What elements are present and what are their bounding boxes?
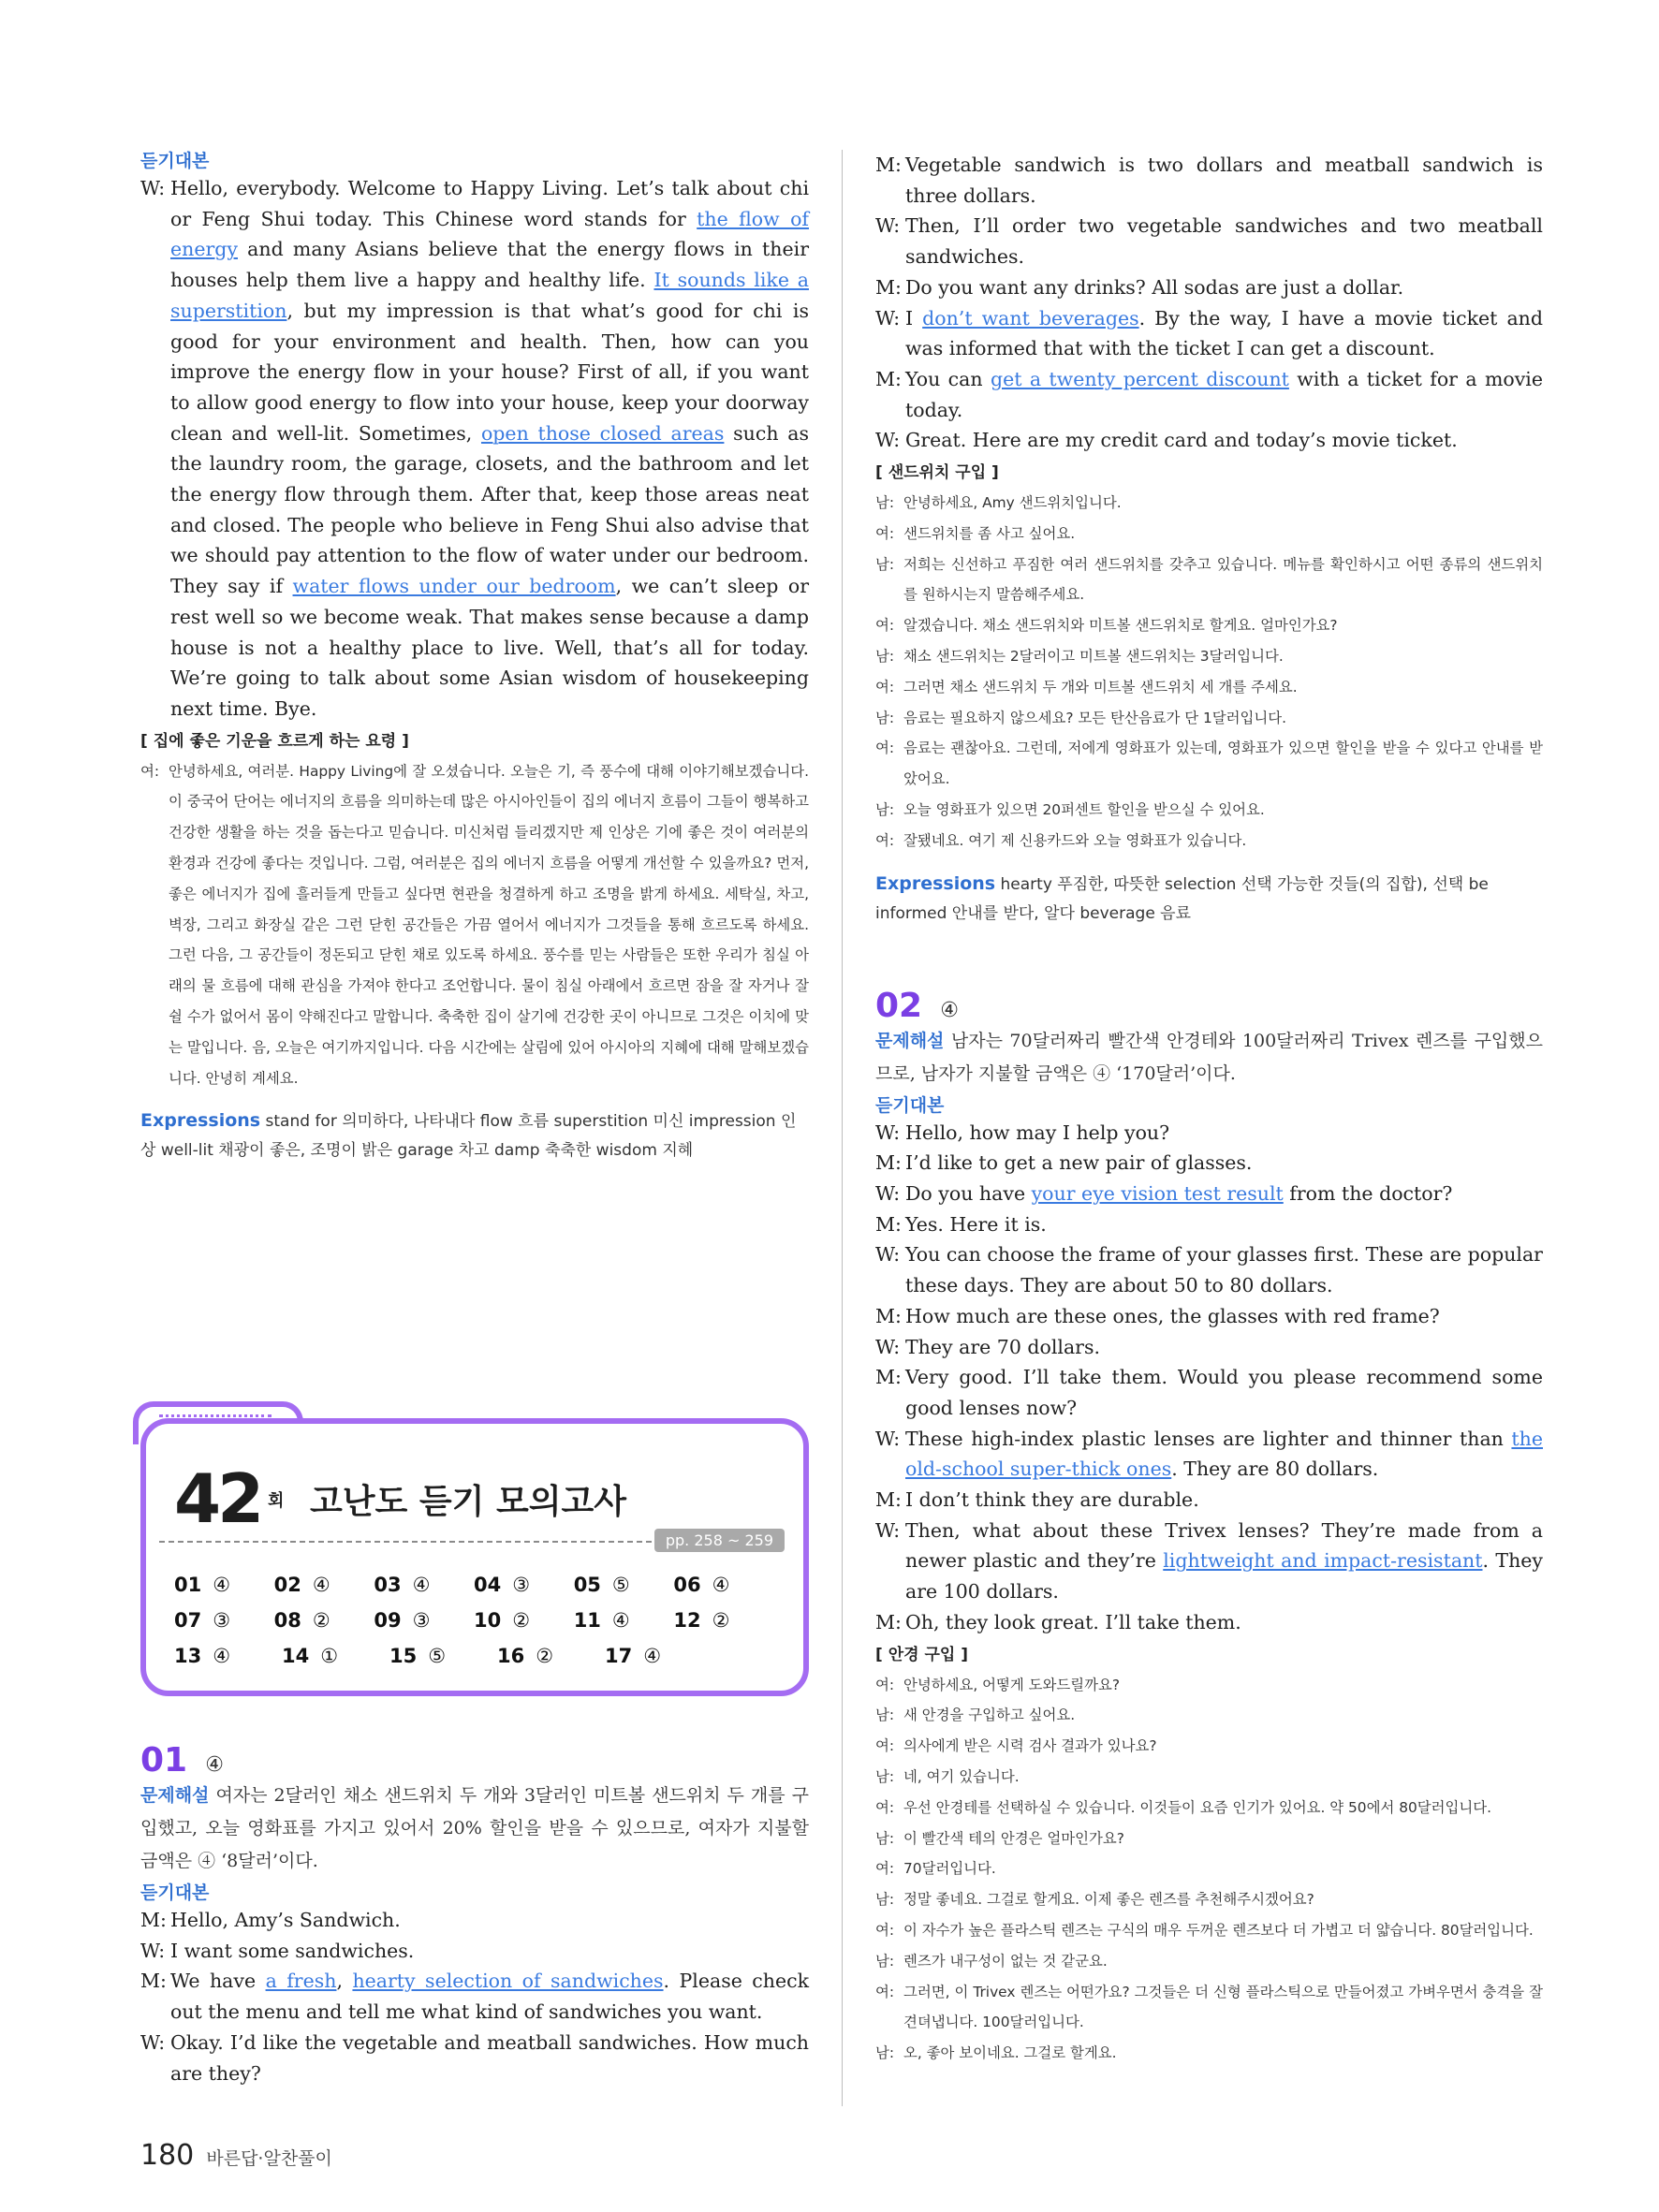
dialogue-line	[875, 1362, 1543, 1423]
expressions-label: Expressions	[140, 1110, 261, 1132]
dialogue-line	[875, 1424, 1543, 1485]
dialogue-line	[875, 364, 1543, 425]
dialogue-line	[875, 1516, 1543, 1607]
answer-question-number: 09	[374, 1609, 402, 1632]
exam-suffix: 회	[268, 1491, 285, 1511]
speaker: W:	[875, 1243, 901, 1267]
speaker: 여:	[875, 678, 895, 696]
book-title: 바른답·알찬풀이	[206, 2148, 332, 2169]
underlined-answer-phrase: lightweight and impact-resistant	[1163, 1549, 1483, 1573]
answer-question-number: 03	[374, 1574, 402, 1596]
answer-key-box	[140, 1418, 809, 1696]
speaker: 남:	[875, 709, 895, 726]
answer-question-number: 02	[273, 1574, 301, 1596]
explanation-label: 문제해설	[140, 1785, 210, 1806]
korean-line	[875, 733, 1543, 795]
speaker: M:	[875, 1151, 902, 1175]
q41-korean-header: [ 집에 좋은 기운을 흐르게 하는 요령 ]	[140, 731, 409, 751]
underlined-answer-phrase: open those closed areas	[480, 421, 725, 445]
question-number: 01	[140, 1741, 188, 1780]
q41-korean-text: 안녕하세요, 여러분. Happy Living에 잘 오셨습니다. 오늘은 기, 즉 풍수에 대해 이야기해보겠습니다. 이 중국어 단어는 에너지의 흐름을 의미하는데 많은 아시아인들이 집의 에너지 흐름이 그들이 행복하고 건강한 생활을 하는 것을 돕는다고 믿습니다. 미신처럼 들리겠지만 제 인상은 기에 좋은 것이 여러분의 환경과 건강에 좋다는 것입니다. 그럼, 여러분은 집의 에너지 흐름을 어떻게 개선할 수 있을까요? 먼저, 좋은 에너지가 집에 흘러들게 만들고 싶다면 현관을 청결하게 하고 조명을 밝게 하세요. 세탁실, 차고, 벽장, 그리고 화장실 같은 그런 닫힌 공간들은 가끔 열어서 에너지가 그것들을 통해 흐르도록 하세요. 그런 다음, 그 공간들이 정돈되고 닫힌 채로 있도록 하세요. 풍수를 믿는 사람들은 또한 우리가 침실 아래의 물 흐름에 대해 관심을 가져야 한다고 조언합니다. 물이 침실 아래에서 흐르면 잠을 잘 자거나 잘 쉴 수가 없어서 몸이 약해진다고 말합니다. 축축한 집이 살기에 건강한 곳이 아니므로 그것은 이치에 맞는 말입니다. 음, 오늘은 여기까지입니다. 다음 시간에는 살림에 있어 아시아의 지혜에 대해 말해보겠습니다. 안녕히 계세요.	[169, 762, 809, 1087]
q02-korean-translation	[875, 1670, 1543, 2069]
box-frame	[140, 1418, 809, 1696]
answer-question-number: 06	[673, 1574, 701, 1596]
korean-text: 저희는 신선하고 푸짐한 여러 샌드위치를 갖추고 있습니다. 메뉴를 확인하시고 어떤 종류의 샌드위치를 원하시는지 말씀해주세요.	[903, 555, 1543, 604]
korean-text: 70달러입니다.	[903, 1860, 996, 1878]
dialogue-text	[905, 150, 1543, 211]
dialogue-text	[905, 364, 1543, 425]
answer-question-number: 07	[174, 1609, 202, 1632]
dialogue-text	[905, 1424, 1543, 1485]
answer-choice: ②	[512, 1609, 531, 1632]
dialogue-segment: You can	[905, 367, 991, 390]
dialogue-text	[905, 1362, 1543, 1423]
dialogue-line	[875, 1485, 1543, 1516]
q01-korean-header: [ 샌드위치 구입 ]	[875, 463, 999, 483]
dialogue-segment: , we can’t sleep or rest well so we become weak. That makes sense because a damp house is not a healthy place to live. Well, that’s all for today. We’re going to talk about some Asian wisdom of housekeeping next time. Bye.	[170, 575, 809, 720]
question-number: 02	[875, 986, 923, 1025]
korean-line	[875, 826, 1543, 857]
answer-choice: ④	[213, 1574, 231, 1596]
korean-text: 오늘 영화표가 있으면 20퍼센트 할인을 받으실 수 있어요.	[903, 801, 1265, 818]
answer-choice: ⑤	[428, 1645, 447, 1667]
q41-expressions	[140, 1106, 809, 1165]
korean-line	[875, 795, 1543, 826]
answer-row	[174, 1574, 773, 1609]
dialogue-text	[905, 303, 1543, 364]
dialogue-segment: . They are 100 dollars.	[905, 1549, 1543, 1604]
dialogue-segment: Do you have	[905, 1182, 1032, 1205]
explanation-text: 남자는 70달러짜리 빨간색 안경테와 100달러짜리 Trivex 렌즈를 구입했으므로, 남자가 지불할 금액은 ④ ‘170달러’이다.	[875, 1030, 1543, 1084]
dialogue-line	[875, 1209, 1543, 1240]
q01-explanation	[140, 1780, 809, 1878]
korean-text: 채소 샌드위치는 2달러이고 미트볼 샌드위치는 3달러입니다.	[903, 648, 1284, 666]
answer-cell	[374, 1574, 474, 1609]
q02-heading	[875, 987, 1543, 1025]
q41-dialogue-line	[140, 173, 809, 725]
answer-question-number: 14	[282, 1645, 310, 1667]
speaker: M:	[875, 1304, 902, 1327]
dialogue-segment: and many Asians believe that the energy flows in their houses help them live a happy and healthy life.	[170, 238, 809, 292]
speaker: 여:	[875, 1860, 895, 1878]
underlined-answer-phrase: hearty selection of sandwiches	[352, 1970, 664, 1993]
column-divider	[842, 150, 843, 2106]
korean-line	[875, 1824, 1543, 1854]
korean-line	[875, 1700, 1543, 1731]
answer-row	[174, 1645, 773, 1680]
korean-text: 음료는 필요하지 않으세요? 모든 탄산음료가 단 1달러입니다.	[903, 709, 1287, 726]
speaker: M:	[875, 367, 902, 390]
dialogue-segment: These high-index plastic lenses are lighter and thinner than	[905, 1427, 1512, 1450]
korean-line	[875, 1853, 1543, 1884]
korean-line	[875, 641, 1543, 672]
speaker: 남:	[875, 1767, 895, 1785]
speaker: 여:	[875, 1676, 895, 1693]
q01-expressions	[875, 870, 1543, 929]
answer-cell	[474, 1609, 574, 1645]
answer-choice: ③	[412, 1609, 431, 1632]
answer-choice: ④	[643, 1645, 662, 1667]
page-number: 180	[140, 2139, 195, 2172]
speaker: M:	[875, 275, 902, 299]
underlined-answer-phrase: get a twenty percent discount	[990, 367, 1289, 390]
answer-choice: ⑤	[611, 1574, 630, 1596]
answer-choice: ③	[512, 1574, 531, 1596]
right-column	[875, 150, 1543, 2069]
dialogue-text	[170, 1966, 809, 2027]
dialogue-text	[905, 1332, 1543, 1363]
korean-text: 안녕하세요, 어떻게 도와드릴까요?	[903, 1676, 1120, 1693]
korean-line	[875, 703, 1543, 734]
korean-text: 음료는 괜찮아요. 그런데, 저에게 영화표가 있는데, 영화표가 있으면 할인을 받을 수 있다고 안내를 받았어요.	[903, 740, 1543, 788]
dialogue-text	[905, 1179, 1543, 1209]
script-label: 듣기대본	[140, 151, 210, 171]
answer-question-number: 15	[389, 1645, 418, 1667]
answer-choice: ④	[412, 1574, 431, 1596]
korean-line	[875, 1670, 1543, 1701]
dialogue-line	[875, 425, 1543, 456]
underlined-answer-phrase: the flow of energy	[170, 207, 809, 261]
dialogue-text	[905, 425, 1543, 456]
tab-dots	[159, 1414, 272, 1417]
dialogue-line	[875, 1332, 1543, 1363]
dialogue-text	[905, 1148, 1543, 1179]
answer-cell	[274, 1609, 374, 1645]
speaker: 여:	[875, 1983, 895, 2000]
speaker: W:	[140, 2030, 166, 2054]
dialogue-segment: Vegetable sandwich is two dollars and meatball sandwich is three dollars.	[905, 154, 1543, 207]
korean-text: 그러면, 이 Trivex 렌즈는 어떤가요? 그것들은 더 신형 플라스틱으로 만들어졌고 가벼우면서 충격을 잘 견뎌냅니다. 100달러입니다.	[903, 1983, 1543, 2031]
dialogue-line	[875, 303, 1543, 364]
dialogue-text	[905, 1209, 1543, 1240]
korean-text: 이 빨간색 테의 안경은 얼마인가요?	[903, 1829, 1124, 1847]
korean-text: 새 안경을 구입하고 싶어요.	[903, 1707, 1076, 1724]
underlined-answer-phrase: your eye vision test result	[1031, 1182, 1284, 1205]
speaker: M:	[875, 1212, 902, 1236]
korean-text: 그러면 채소 샌드위치 두 개와 미트볼 샌드위치 세 개를 주세요.	[903, 678, 1298, 696]
korean-text: 우선 안경테를 선택하실 수 있습니다. 이것들이 요즘 인기가 있어요. 약 50에서 80달러입니다.	[903, 1798, 1492, 1816]
dialogue-segment: Okay. I’d like the vegetable and meatball sandwiches. How much are they?	[170, 2030, 809, 2085]
q01-section	[140, 1741, 809, 2088]
answer-choice: ④	[712, 1574, 730, 1596]
speaker: 남:	[875, 1891, 895, 1909]
dialogue-segment: . They are 80 dollars.	[1171, 1458, 1379, 1481]
dialogue-text	[170, 2028, 809, 2088]
expressions-text: stand for 의미하다, 나타내다 flow 흐름 superstition 미신 impression 인상 well-lit 채광이 좋은, 조명이 밝은 garage 차고 damp 축축한 wisdom 지혜	[140, 1112, 797, 1161]
dialogue-segment: Yes. Here it is.	[905, 1212, 1047, 1236]
dialogue-segment: How much are these ones, the glasses with red frame?	[905, 1304, 1440, 1327]
answer-choice: ②	[536, 1645, 554, 1667]
answer-cell	[673, 1574, 773, 1609]
dialogue-segment: You can choose the frame of your glasses first. These are popular these days. They are about 50 to 80 dollars.	[905, 1243, 1543, 1297]
dialogue-segment: I don’t think they are durable.	[905, 1488, 1199, 1512]
answer-question-number: 10	[474, 1609, 502, 1632]
dialogue-segment: I’d like to get a new pair of glasses.	[905, 1151, 1253, 1175]
answer-question-number: 16	[497, 1645, 525, 1667]
korean-line	[875, 1731, 1543, 1762]
dialogue-segment: from the doctor?	[1283, 1182, 1453, 1205]
dialogue-line	[875, 150, 1543, 211]
dialogue-line	[875, 1607, 1543, 1638]
korean-line	[875, 488, 1543, 519]
speaker: 여:	[140, 762, 160, 780]
answer-cell	[174, 1645, 282, 1680]
answer-cell	[497, 1645, 605, 1680]
dialogue-line	[875, 272, 1543, 303]
dialogue-line	[875, 1148, 1543, 1179]
dialogue-segment: Very good. I’ll take them. Would you please recommend some good lenses now?	[905, 1366, 1543, 1419]
answer-choice: ③	[213, 1609, 231, 1632]
speaker: W:	[875, 1518, 901, 1542]
dialogue-line	[875, 1301, 1543, 1332]
korean-text: 네, 여기 있습니다.	[903, 1767, 1020, 1785]
q01-dialogue-part2	[875, 150, 1543, 456]
speaker: 남:	[875, 2044, 895, 2062]
korean-line	[875, 1946, 1543, 1977]
dialogue-segment: Do you want any drinks? All sodas are just a dollar.	[905, 275, 1404, 299]
dialogue-line	[140, 2028, 809, 2088]
q02-explanation	[875, 1025, 1543, 1091]
korean-line	[875, 1793, 1543, 1824]
question-answer: ④	[940, 998, 959, 1022]
explanation-text: 여자는 2달러인 채소 샌드위치 두 개와 3달러인 미트볼 샌드위치 두 개를 구입했고, 오늘 영화표를 가지고 있어서 20% 할인을 받을 수 있으므로, 여자가 지불할 금액은 ④ ‘8달러’이다.	[140, 1785, 809, 1871]
dialogue-segment: . Please check out the menu and tell me what kind of sandwiches you want.	[170, 1970, 810, 2024]
answer-cell	[574, 1574, 674, 1609]
speaker: 여:	[875, 1737, 895, 1755]
underlined-answer-phrase: don’t want beverages	[922, 306, 1139, 330]
korean-line	[875, 549, 1543, 611]
dialogue-segment: Great. Here are my credit card and today’s movie ticket.	[905, 429, 1458, 452]
dialogue-segment: Hello, how may I help you?	[905, 1121, 1170, 1144]
answer-grid	[174, 1574, 773, 1680]
answer-question-number: 13	[174, 1645, 202, 1667]
answer-cell	[474, 1574, 574, 1609]
speaker: 남:	[875, 555, 895, 573]
answer-cell	[282, 1645, 389, 1680]
dialogue-segment: ,	[336, 1970, 353, 1993]
dialogue-text	[905, 1607, 1543, 1638]
korean-line	[875, 1762, 1543, 1793]
dialogue-line	[140, 1905, 809, 1936]
answer-question-number: 04	[474, 1574, 502, 1596]
dialogue-text	[905, 272, 1543, 303]
speaker: W:	[875, 429, 901, 452]
answer-choice: ④	[312, 1574, 330, 1596]
answer-question-number: 08	[273, 1609, 301, 1632]
underlined-answer-phrase: a fresh	[265, 1970, 337, 1993]
answer-question-number: 11	[573, 1609, 601, 1632]
answer-cell	[605, 1645, 712, 1680]
dialogue-line	[140, 1936, 809, 1967]
speaker: W:	[875, 1427, 901, 1450]
speaker: 여:	[875, 740, 895, 757]
answer-question-number: 01	[174, 1574, 202, 1596]
page-range-badge: pp. 258 ~ 259	[654, 1529, 785, 1552]
dialogue-text	[170, 1936, 809, 1967]
answer-cell	[274, 1574, 374, 1609]
speaker: 여:	[875, 524, 895, 542]
dialogue-segment: Then, I’ll order two vegetable sandwiches and two meatball sandwiches.	[905, 214, 1543, 269]
speaker: 여:	[875, 1921, 895, 1939]
speaker: 여:	[875, 1798, 895, 1816]
korean-line	[875, 2038, 1543, 2069]
dialogue-line	[875, 1118, 1543, 1149]
speaker: W:	[875, 1121, 901, 1144]
page-footer	[140, 2139, 332, 2172]
dialogue-segment: They are 70 dollars.	[905, 1335, 1101, 1358]
dialogue-text	[905, 1516, 1543, 1607]
korean-line	[875, 1977, 1543, 2039]
q01-korean-translation	[875, 488, 1543, 857]
speaker: W:	[140, 1939, 166, 1962]
underlined-answer-phrase: It sounds like a superstition	[170, 269, 809, 322]
q02-dialogue	[875, 1118, 1543, 1638]
dialogue-segment: such as the laundry room, the garage, closets, and the bathroom and let the energy flow through them. After that, keep those areas neat and closed. The people who believe in Feng Shui also advise that we should pay attention to the flow of water under our bedroom. They say if	[170, 421, 810, 598]
dialogue-text	[905, 1301, 1543, 1332]
korean-line	[875, 1884, 1543, 1915]
script-label: 듣기대본	[140, 1882, 210, 1903]
answer-question-number: 17	[605, 1645, 633, 1667]
exam-number: 42	[174, 1459, 261, 1538]
answer-choice: ②	[712, 1609, 730, 1632]
answer-cell	[174, 1609, 274, 1645]
korean-text: 이 자수가 높은 플라스틱 렌즈는 구식의 매우 두꺼운 렌즈보다 더 가볍고 더 얇습니다. 80달러입니다.	[903, 1921, 1534, 1939]
korean-line	[875, 519, 1543, 549]
speaker: 여:	[875, 831, 895, 849]
underlined-answer-phrase: water flows under our bedroom	[292, 575, 616, 598]
answer-choice: ①	[320, 1645, 339, 1667]
answer-row	[174, 1609, 773, 1645]
dialogue-line	[875, 1239, 1543, 1300]
underlined-answer-phrase: the old-school super-thick ones	[905, 1427, 1543, 1481]
speaker: 남:	[875, 801, 895, 818]
left-column	[140, 150, 809, 1165]
answer-cell	[389, 1645, 497, 1680]
speaker: M:	[875, 1610, 902, 1633]
q01-dialogue-part1	[140, 1905, 809, 2088]
speaker: W:	[875, 214, 901, 238]
korean-text: 샌드위치를 좀 사고 싶어요.	[903, 524, 1076, 542]
answer-choice: ②	[312, 1609, 330, 1632]
dialogue-text	[905, 1485, 1543, 1516]
answer-cell	[374, 1609, 474, 1645]
dialogue-segment: Then, what about these Trivex lenses? They’re made from a newer plastic and they’re	[905, 1518, 1543, 1573]
korean-line	[875, 610, 1543, 641]
dialogue-segment: Hello, Amy’s Sandwich.	[170, 1909, 401, 1931]
speaker: 남:	[875, 1707, 895, 1724]
speaker: 남:	[875, 1952, 895, 1970]
dialogue-segment: Oh, they look great. I’ll take them.	[905, 1610, 1241, 1633]
dialogue-text	[170, 1905, 809, 1936]
answer-cell	[174, 1574, 274, 1609]
speaker: M:	[875, 1366, 902, 1389]
korean-text: 알겠습니다. 채소 샌드위치와 미트볼 샌드위치로 할게요. 얼마인가요?	[903, 617, 1338, 635]
speaker: W:	[875, 1182, 901, 1205]
dialogue-segment: with a ticket for a movie today.	[905, 367, 1543, 421]
dialogue-text	[905, 1239, 1543, 1300]
q02-korean-header: [ 안경 구입 ]	[875, 1645, 968, 1664]
dialogue-segment: I	[905, 306, 923, 330]
korean-line	[875, 1915, 1543, 1946]
dialogue-line	[875, 1179, 1543, 1209]
expressions-label: Expressions	[875, 872, 996, 894]
speaker: W:	[875, 1335, 901, 1358]
answer-cell	[673, 1609, 773, 1645]
speaker: 남:	[875, 494, 895, 512]
answer-question-number: 05	[573, 1574, 601, 1596]
speaker: M:	[875, 1488, 902, 1512]
korean-text: 오, 좋아 보이네요. 그걸로 할게요.	[903, 2044, 1117, 2062]
q41-dialogue-text	[170, 173, 809, 725]
korean-line	[875, 672, 1543, 703]
dialogue-segment: Hello, everybody. Welcome to Happy Living. Let’s talk about chi or Feng Shui today. This Chinese word stands for	[170, 177, 809, 230]
dialogue-segment: We have	[170, 1970, 266, 1993]
answer-choice: ④	[213, 1645, 231, 1667]
dialogue-segment: I want some sandwiches.	[170, 1939, 415, 1962]
dialogue-line	[140, 1966, 809, 2027]
dialogue-text	[905, 211, 1543, 271]
dialogue-segment: . By the way, I have a movie ticket and was informed that with the ticket I can get a discount.	[905, 306, 1543, 360]
speaker: 여:	[875, 617, 895, 635]
speaker: M:	[140, 1909, 167, 1931]
answer-question-number: 12	[673, 1609, 701, 1632]
speaker: W:	[140, 177, 166, 199]
expressions-text: hearty 푸짐한, 따뜻한 selection 선택 가능한 것들(의 집합), 선택 be informed 안내를 받다, 알다 beverage 음료	[875, 874, 1489, 923]
explanation-label: 문제해설	[875, 1030, 945, 1051]
dialogue-line	[875, 211, 1543, 271]
speaker: 남:	[875, 648, 895, 666]
korean-text: 안녕하세요, Amy 샌드위치입니다.	[903, 494, 1122, 512]
speaker: M:	[140, 1970, 167, 1993]
exam-title: 고난도 듣기 모의고사	[310, 1483, 627, 1521]
dialogue-segment: , but my impression is that what’s good for chi is good for your environment and health. Then, how can you improve the energy flow in your house? First of all, if you want to allow good energy to flow into your house, keep your doorway clean and well-lit. Sometimes,	[170, 299, 809, 445]
script-label: 듣기대본	[875, 1094, 945, 1116]
speaker: M:	[875, 154, 902, 176]
question-answer: ④	[205, 1753, 224, 1777]
korean-text: 잘됐네요. 여기 제 신용카드와 오늘 영화표가 있습니다.	[903, 831, 1247, 849]
answer-choice: ④	[611, 1609, 630, 1632]
speaker: W:	[875, 306, 901, 330]
korean-text: 렌즈가 내구성이 없는 것 같군요.	[903, 1952, 1108, 1970]
speaker: 남:	[875, 1829, 895, 1847]
dashed-divider	[159, 1541, 680, 1543]
answer-cell	[574, 1609, 674, 1645]
dialogue-text	[905, 1118, 1543, 1149]
korean-text: 의사에게 받은 시력 검사 결과가 있나요?	[903, 1737, 1157, 1755]
korean-text: 정말 좋네요. 그걸로 할게요. 이제 좋은 렌즈를 추천해주시겠어요?	[903, 1891, 1314, 1909]
q41-korean-translation	[140, 756, 809, 1094]
